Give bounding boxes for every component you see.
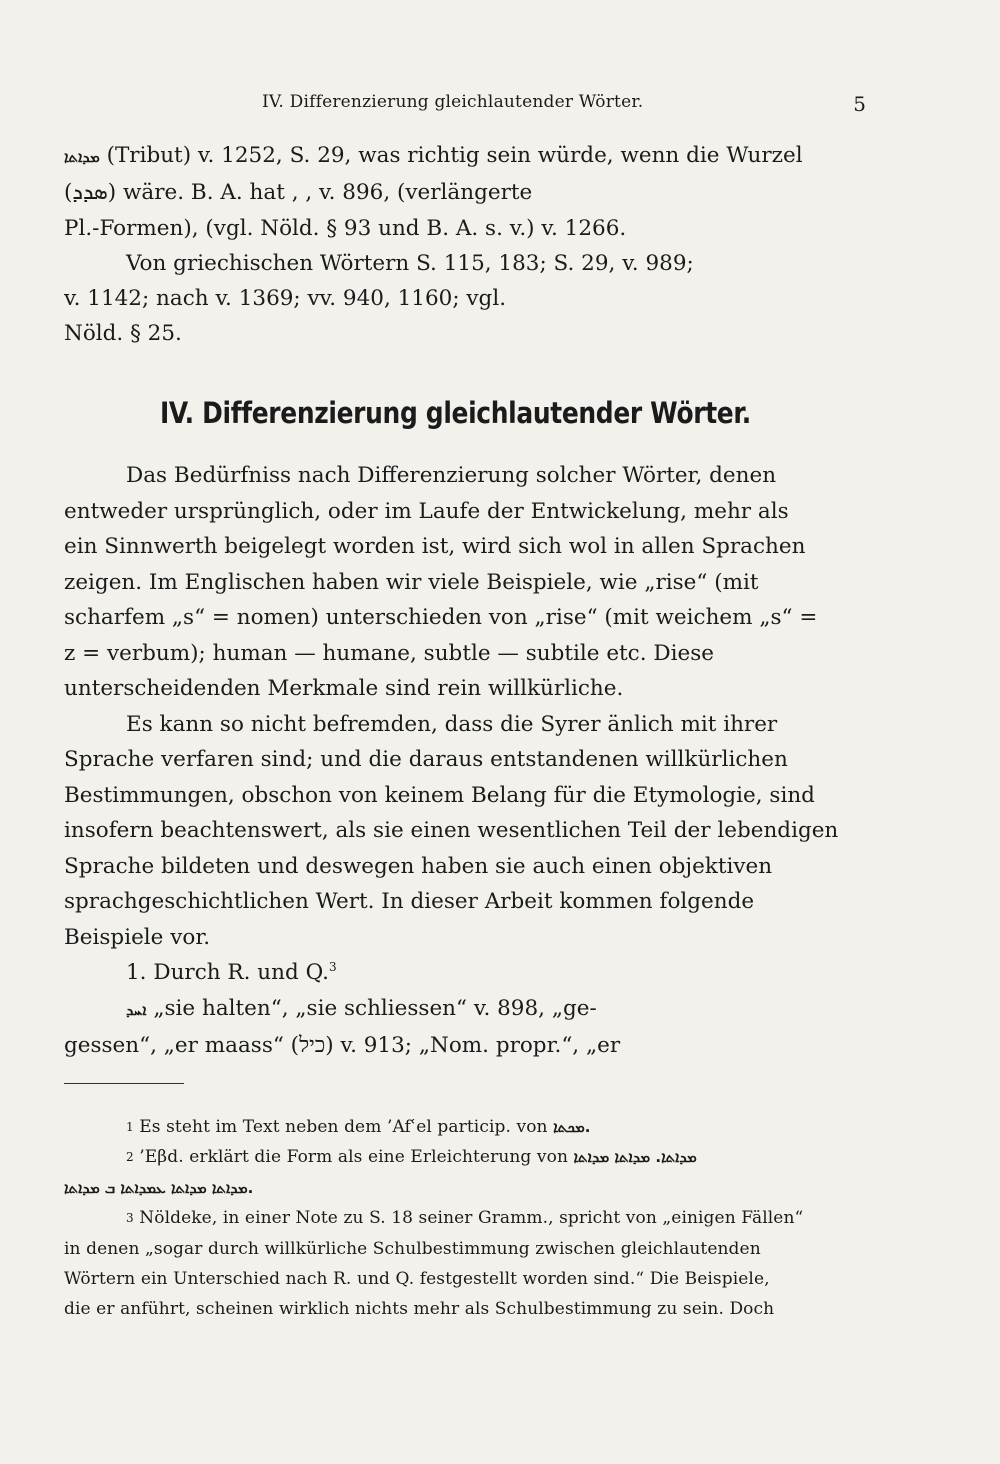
text-line: Das Bedürfniss nach Differenzierung solcher Wörter, denen bbox=[126, 463, 777, 488]
text-line: Sprache bildeten und deswegen haben sie auch einen objektiven bbox=[64, 853, 773, 879]
list-heading: 1. Durch R. und Q.$^3$ bbox=[126, 959, 337, 985]
text-line: v. 1142; nach v. 1369; vv. 940, 1160; vgl. bbox=[64, 286, 507, 312]
intro-text bbox=[64, 138, 862, 352]
footnote-mark: 3 bbox=[126, 1211, 134, 1226]
text-line: Nöld. § 25. bbox=[64, 321, 182, 347]
text-line: Beispiele vor. bbox=[64, 924, 211, 950]
footnote-continuation: die er anführt, scheinen wirklich nichts mehr als Schulbestimmung zu sein. Doch bbox=[64, 1299, 775, 1320]
section-heading: IV. Differenzierung gleichlautender Wörter. bbox=[160, 396, 751, 430]
text-line: ܡܕܐܬܐ (Tribut) v. 1252, S. 29, was richtig sein würde, wenn die Wurzel bbox=[64, 138, 862, 175]
syriac-word: ܡܕܐܬܐ bbox=[64, 148, 100, 166]
footnote-mark: 2 bbox=[126, 1150, 134, 1165]
running-head bbox=[0, 92, 1000, 116]
text-line: zeigen. Im Englischen haben wir viele Beispiele, wie „rise“ (mit bbox=[64, 569, 759, 595]
section-body bbox=[64, 458, 862, 1064]
text-line: unterscheidenden Merkmale sind rein willkürliche. bbox=[64, 676, 624, 701]
text-line: insofern beachtenswert, als sie einen wesentlichen Teil der lebendigen bbox=[64, 818, 839, 843]
text-line: entweder ursprünglich, oder im Laufe der Entwickelung, mehr als bbox=[64, 498, 789, 524]
footnote-continuation: Wörtern ein Unterschied nach R. und Q. festgestellt worden sind.“ Die Beispiele, bbox=[64, 1269, 770, 1290]
text-line: Pl.-Formen), (vgl. Nöld. § 93 und B. A. s. v.) v. 1266. bbox=[64, 215, 627, 241]
text-line: Es kann so nicht befremden, dass die Syrer änlich mit ihrer bbox=[126, 711, 778, 737]
syriac-word: ܡܕܐܬܐ ܡܕܐܬܐ ܥܡܕܐܬܐ ܒ ܡܕܐܬܐ. bbox=[64, 1178, 254, 1197]
footnotes bbox=[64, 1112, 854, 1325]
syriac-word: ܡܟܬܐ. bbox=[553, 1118, 591, 1136]
footnote-continuation bbox=[64, 1173, 854, 1203]
text-line: sprachgeschichtlichen Wert. In dieser Arbeit kommen folgende bbox=[64, 889, 755, 914]
page-number: 5 bbox=[853, 92, 866, 116]
footnote: $^2$ ’Eβd. erklärt die Form als eine Erleichterung von ܡܕܐܬܐ. ܡܕܐܬܐ ܡܕܐܬܐ bbox=[64, 1142, 854, 1172]
text-line: Von griechischen Wörtern S. 115, 183; S. 29, v. 989; bbox=[126, 250, 694, 276]
text-line: scharfem „s“ = nomen) unterschieden von „rise“ (mit weichem „s“ = bbox=[64, 605, 818, 630]
example-line: gessen“, „er maass“ (כיל) v. 913; „Nom. propr.“, „er bbox=[64, 1033, 621, 1058]
footnote: $^3$ Nöldeke, in einer Note zu S. 18 seiner Gramm., spricht von „einigen Fällen“ bbox=[126, 1208, 804, 1229]
footnote-continuation: in denen „sogar durch willkürliche Schulbestimmung zwischen gleichlautenden bbox=[64, 1238, 761, 1259]
text-line: Sprache verfaren sind; und die daraus entstandenen willkürlichen bbox=[64, 747, 788, 772]
running-title: IV. Differenzierung gleichlautender Wörter. bbox=[262, 92, 644, 112]
footnote-mark: 1 bbox=[126, 1120, 134, 1134]
footnote-rule bbox=[64, 1083, 184, 1084]
syriac-word: ܡܕܐܬܐ. ܡܕܐܬܐ ܡܕܐܬܐ bbox=[573, 1148, 697, 1167]
text-line: ein Sinnwerth beigelegt worden ist, wird sich wol in allen Sprachen bbox=[64, 534, 806, 559]
footnote: $^1$ Es steht im Text neben dem ’Afʿel particip. von ܡܟܬܐ. bbox=[64, 1112, 854, 1142]
footnote-ref: 3 bbox=[328, 959, 337, 974]
syriac-word: ܐܚܕ bbox=[126, 1000, 147, 1019]
text-line: z = verbum); human — humane, subtle — subtile etc. Diese bbox=[64, 640, 714, 666]
example-line: ܐܚܕ „sie halten“, „sie schliessen“ v. 898, „ge- bbox=[64, 991, 862, 1029]
text-line: Bestimmungen, obschon von keinem Belang für die Etymologie, sind bbox=[64, 782, 815, 808]
text-line: (ܣܕܕ) wäre. B. A. hat , , v. 896, (verlängerte bbox=[64, 180, 533, 206]
